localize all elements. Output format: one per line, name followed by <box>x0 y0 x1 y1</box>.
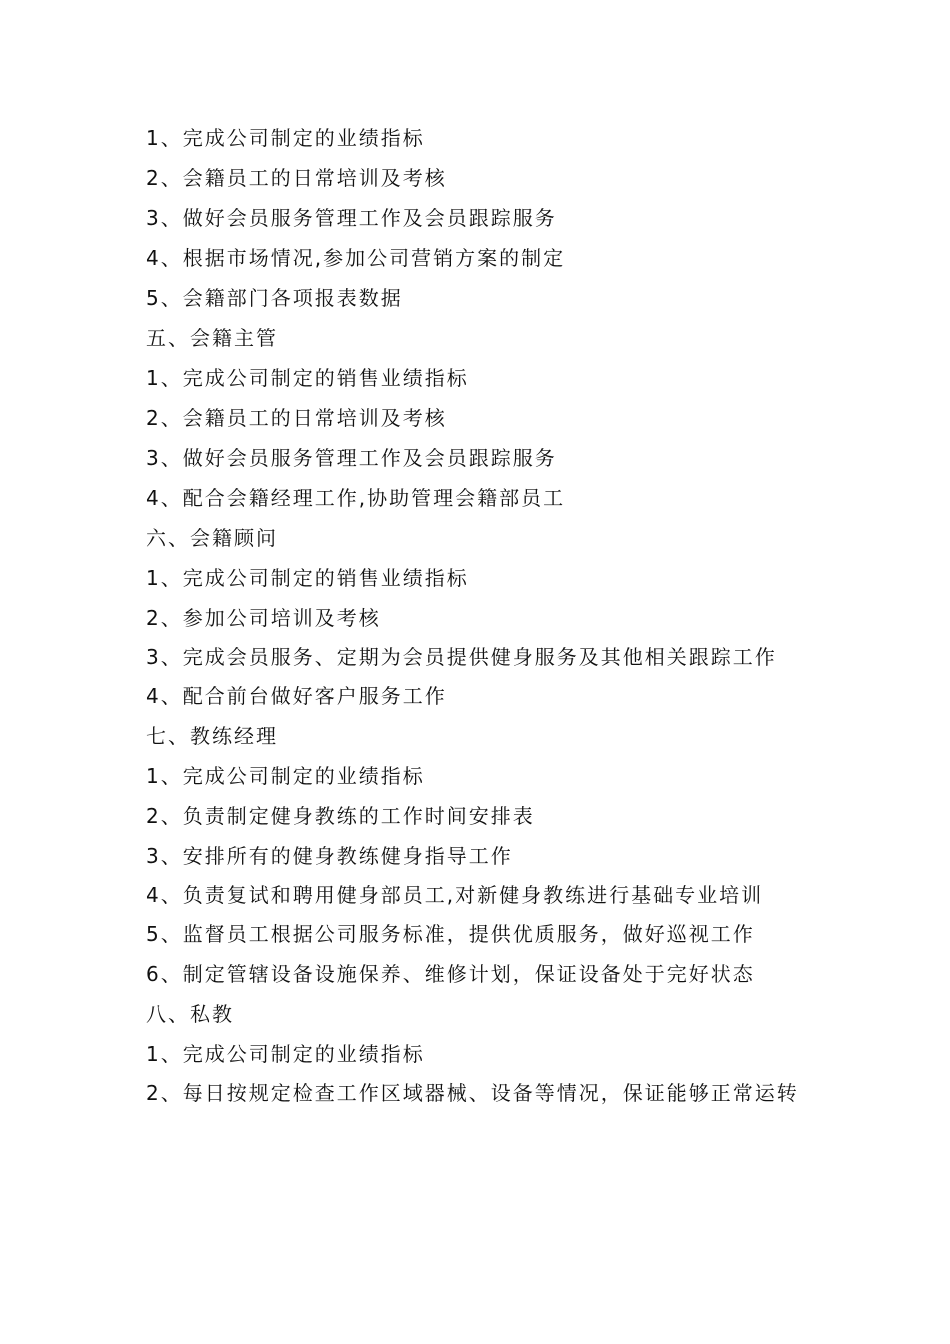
list-item: 3、做好会员服务管理工作及会员跟踪服务 <box>146 206 557 230</box>
document-page <box>146 118 810 1112</box>
list-item: 6、制定管辖设备设施保养、维修计划，保证设备处于完好状态 <box>146 962 755 986</box>
list-item: 2、会籍员工的日常培训及考核 <box>146 166 447 190</box>
list-item: 4、负责复试和聘用健身部员工,对新健身教练进行基础专业培训 <box>146 883 764 907</box>
list-item: 1、完成公司制定的业绩指标 <box>146 764 425 788</box>
section-heading: 八、私教 <box>146 1002 234 1026</box>
list-item: 2、负责制定健身教练的工作时间安排表 <box>146 804 535 828</box>
list-item: 3、安排所有的健身教练健身指导工作 <box>146 844 513 868</box>
list-item: 5、会籍部门各项报表数据 <box>146 286 403 310</box>
section-heading: 七、教练经理 <box>146 724 278 748</box>
section-heading: 六、会籍顾问 <box>146 526 278 550</box>
list-item: 2、参加公司培训及考核 <box>146 606 381 630</box>
list-item: 2、每日按规定检查工作区域器械、设备等情况，保证能够正常运转 <box>146 1081 799 1105</box>
list-item: 1、完成公司制定的销售业绩指标 <box>146 566 469 590</box>
list-item: 1、完成公司制定的业绩指标 <box>146 1042 425 1066</box>
list-item: 5、监督员工根据公司服务标准，提供优质服务，做好巡视工作 <box>146 922 755 946</box>
list-item: 1、完成公司制定的业绩指标 <box>146 126 425 150</box>
list-item: 4、配合会籍经理工作,协助管理会籍部员工 <box>146 486 566 510</box>
list-item: 1、完成公司制定的销售业绩指标 <box>146 366 469 390</box>
list-item: 3、做好会员服务管理工作及会员跟踪服务 <box>146 446 557 470</box>
list-item: 4、根据市场情况,参加公司营销方案的制定 <box>146 246 566 270</box>
section-heading: 五、会籍主管 <box>146 326 278 350</box>
list-item: 2、会籍员工的日常培训及考核 <box>146 406 447 430</box>
list-item: 4、配合前台做好客户服务工作 <box>146 684 447 708</box>
list-item: 3、完成会员服务、定期为会员提供健身服务及其他相关跟踪工作 <box>146 645 777 669</box>
